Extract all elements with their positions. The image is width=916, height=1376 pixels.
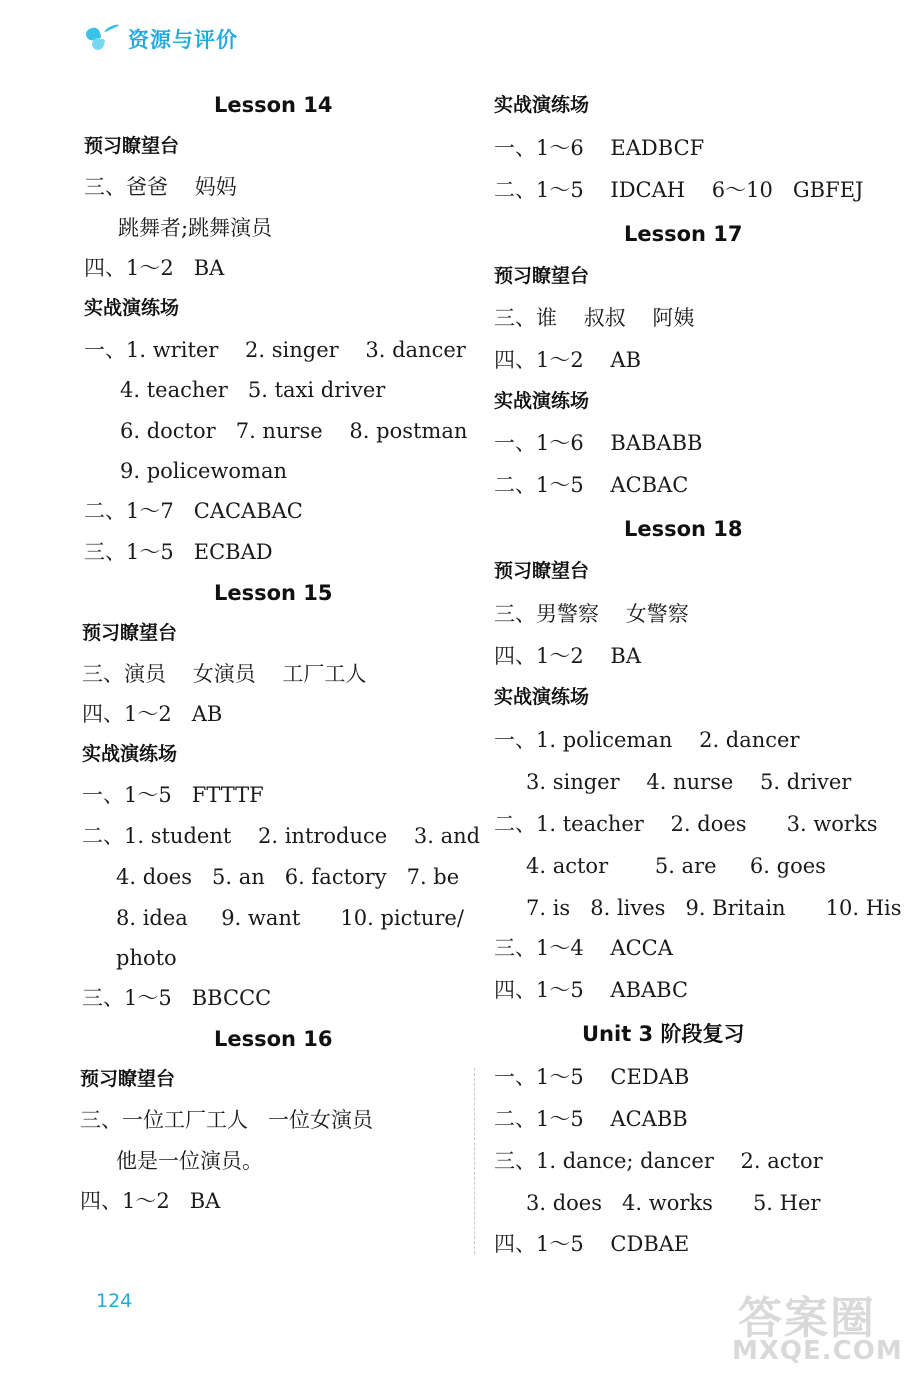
answer-line: 一、1. policeman 2. dancer: [494, 728, 800, 752]
answer-line: 一、1～6 EADBCF: [494, 136, 705, 160]
section-practice: 实战演练场: [494, 390, 590, 412]
answer-line: 三、一位工厂工人 一位女演员: [80, 1108, 374, 1132]
watermark-top-text: 答案圈: [738, 1293, 876, 1344]
lesson-17-title: Lesson 17: [624, 222, 743, 246]
section-practice: 实战演练场: [84, 297, 180, 319]
answer-line: 三、1～4 ACCA: [494, 936, 673, 960]
lesson-14-title: Lesson 14: [214, 93, 333, 117]
answer-line: 3. does 4. works 5. Her: [526, 1191, 821, 1215]
section-preview: 预习瞭望台: [84, 135, 180, 157]
section-practice: 实战演练场: [82, 743, 178, 765]
answer-line: 他是一位演员。: [116, 1149, 263, 1173]
answer-line: 四、1～2 AB: [494, 348, 642, 372]
section-practice: 实战演练场: [494, 686, 590, 708]
unit-3-review-title: Unit 3 阶段复习: [582, 1022, 745, 1046]
answer-line: 四、1～2 AB: [82, 702, 223, 726]
answer-line: 跳舞者;跳舞演员: [118, 216, 273, 240]
answer-line: 二、1. student 2. introduce 3. and: [82, 824, 481, 848]
lesson-15-title: Lesson 15: [214, 581, 333, 605]
page-number: 124: [96, 1290, 133, 1312]
answer-line: 四、1～5 CDBAE: [494, 1232, 690, 1256]
answer-line: 6. doctor 7. nurse 8. postman: [120, 419, 468, 443]
answer-line: 三、1～5 BBCCC: [82, 986, 272, 1010]
answer-line: 四、1～2 BA: [494, 644, 642, 668]
answer-line: 三、爸爸 妈妈: [84, 175, 237, 199]
answer-line: 二、1. teacher 2. does 3. works: [494, 812, 878, 836]
answer-line: 二、1～5 ACABB: [494, 1107, 688, 1131]
answer-line: 三、男警察 女警察: [494, 602, 689, 626]
answer-line: 四、1～2 BA: [80, 1189, 221, 1213]
answer-line: 4. actor 5. are 6. goes: [526, 854, 826, 878]
section-preview: 预习瞭望台: [494, 560, 590, 582]
column-divider: [474, 1068, 475, 1254]
answer-line: photo: [116, 946, 177, 970]
header-title: 资源与评价: [128, 28, 238, 52]
answer-line: 一、1. writer 2. singer 3. dancer: [84, 338, 466, 362]
watermark-logo: [724, 1282, 910, 1370]
lesson-18-title: Lesson 18: [624, 517, 743, 541]
answer-line: 三、谁 叔叔 阿姨: [494, 306, 695, 330]
answer-line: 三、1～5 ECBAD: [84, 540, 273, 564]
answer-line: 一、1～6 BABABB: [494, 431, 703, 455]
answer-line: 二、1～7 CACABAC: [84, 499, 303, 523]
answer-line: 9. policewoman: [120, 459, 287, 483]
section-preview: 预习瞭望台: [80, 1068, 176, 1090]
section-practice: 实战演练场: [494, 94, 590, 116]
watermark-bottom-text: MXQE.COM: [732, 1336, 903, 1366]
answer-line: 3. singer 4. nurse 5. driver: [526, 770, 852, 794]
answer-line: 二、1～5 ACBAC: [494, 473, 689, 497]
answer-line: 一、1～5 CEDAB: [494, 1065, 690, 1089]
lesson-16-title: Lesson 16: [214, 1027, 333, 1051]
answer-line: 7. is 8. lives 9. Britain 10. His: [526, 896, 902, 920]
answer-line: 一、1～5 FTTTF: [82, 783, 264, 807]
answer-line: 三、演员 女演员 工厂工人: [82, 662, 367, 686]
answer-line: 二、1～5 IDCAH 6～10 GBFEJ: [494, 178, 864, 202]
logo-icon: [84, 24, 124, 54]
section-preview: 预习瞭望台: [494, 265, 590, 287]
page-header: [84, 22, 238, 56]
answer-line: 三、1. dance; dancer 2. actor: [494, 1149, 823, 1173]
section-preview: 预习瞭望台: [82, 622, 178, 644]
answer-line: 8. idea 9. want 10. picture/: [116, 906, 464, 930]
answer-line: 四、1～2 BA: [84, 256, 225, 280]
answer-line: 4. does 5. an 6. factory 7. be: [116, 865, 460, 889]
answer-line: 4. teacher 5. taxi driver: [120, 378, 386, 402]
answer-line: 四、1～5 ABABC: [494, 978, 689, 1002]
